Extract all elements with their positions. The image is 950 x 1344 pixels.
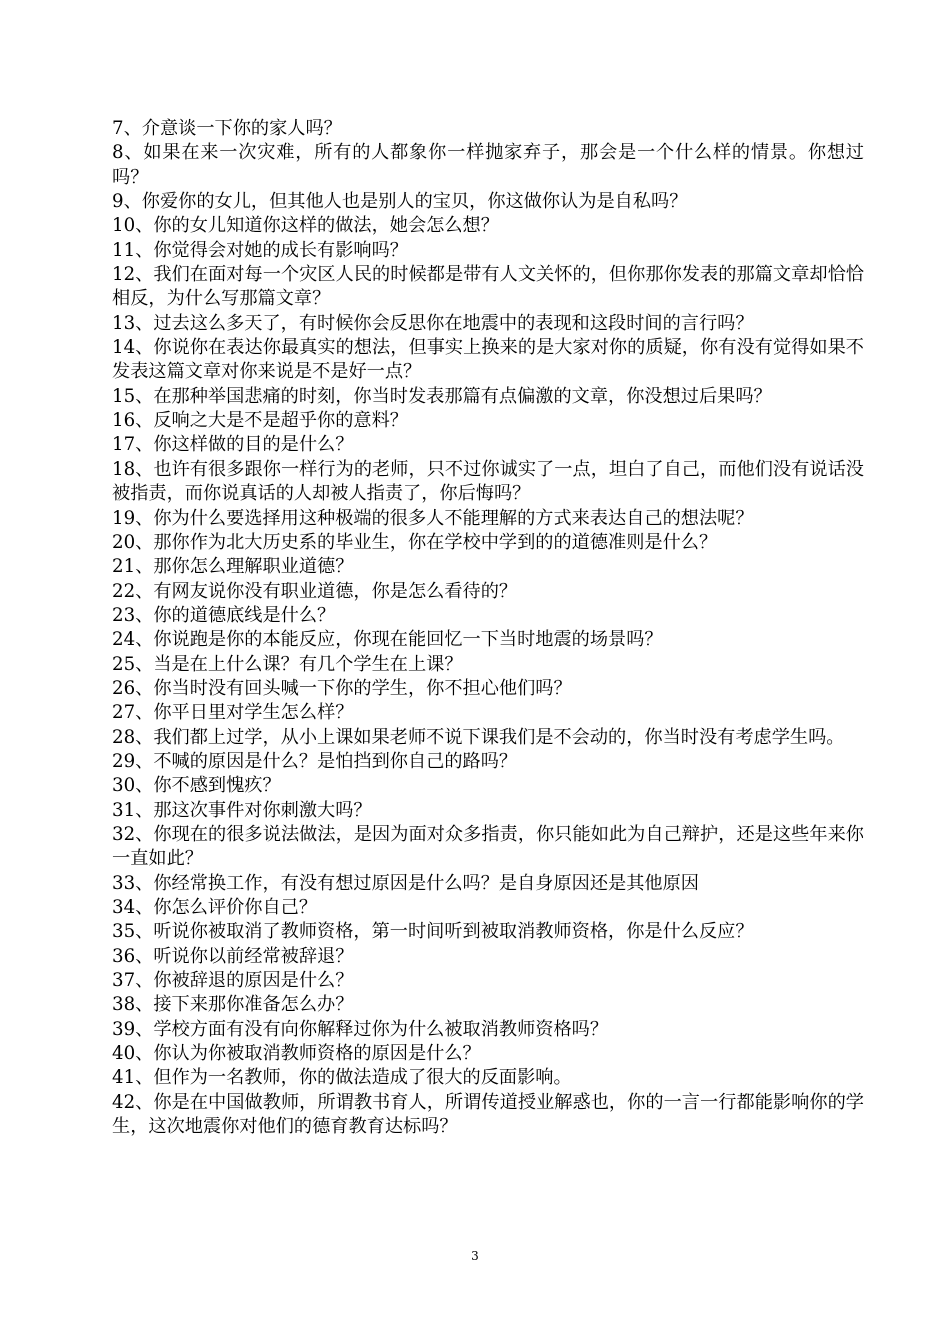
question-paragraph: 33、你经常换工作，有没有想过原因是什么吗？是自身原因还是其他原因	[112, 872, 699, 894]
question-paragraph: 35、听说你被取消了教师资格，第一时间听到被取消教师资格，你是什么反应？	[112, 921, 754, 943]
question-paragraph: 14、你说你在表达你最真实的想法，但事实上换来的是大家对你的质疑，你有没有觉得如果不发表这篇文章对你来说是不是好一点？	[112, 337, 864, 383]
question-paragraph: 16、反响之大是不是超乎你的意料？	[112, 410, 408, 432]
question-paragraph: 13、过去这么多天了，有时候你会反思你在地震中的表现和这段时间的言行吗？	[112, 312, 754, 334]
question-paragraph: 38、接下来那你准备怎么办？	[112, 994, 354, 1016]
question-paragraph: 22、有网友说你没有职业道德，你是怎么看待的？	[112, 580, 518, 602]
question-paragraph: 42、你是在中国做教师，所谓教书育人，所谓传道授业解惑也，你的一言一行都能影响你的学生，这次地震你对他们的德育教育达标吗？	[112, 1091, 864, 1138]
question-paragraph: 40、你认为你被取消教师资格的原因是什么？	[112, 1043, 481, 1065]
question-paragraph: 20、那你作为北大历史系的毕业生，你在学校中学到的的道德准则是什么？	[112, 531, 718, 553]
question-paragraph: 36、听说你以前经常被辞退？	[112, 945, 354, 967]
question-paragraph: 15、在那种举国悲痛的时刻，你当时发表那篇有点偏激的文章，你没想过后果吗？	[112, 385, 772, 407]
question-paragraph: 7、介意谈一下你的家人吗？	[112, 118, 342, 139]
question-paragraph: 11、你觉得会对她的成长有影响吗？	[112, 239, 408, 261]
question-paragraph: 24、你说跑是你的本能反应，你现在能回忆一下当时地震的场景吗？	[112, 629, 663, 651]
question-paragraph: 39、学校方面有没有向你解释过你为什么被取消教师资格吗？	[112, 1018, 609, 1040]
question-paragraph: 37、你被辞退的原因是什么？	[112, 970, 354, 992]
question-paragraph: 17、你这样做的目的是什么？	[112, 434, 354, 456]
question-list	[112, 117, 864, 1139]
question-paragraph: 27、你平日里对学生怎么样？	[112, 702, 354, 724]
question-paragraph: 25、当是在上什么课？有几个学生在上课？	[112, 653, 463, 675]
question-paragraph: 28、我们都上过学，从小上课如果老师不说下课我们是不会动的，你当时没有考虑学生吗。	[112, 726, 845, 748]
question-paragraph: 34、你怎么评价你自己？	[112, 897, 318, 918]
question-paragraph: 8、如果在来一次灾难，所有的人都象你一样抛家弃子，那会是一个什么样的情景。你想过吗？	[112, 142, 864, 188]
question-paragraph: 9、你爱你的女儿，但其他人也是别人的宝贝，你这做你认为是自私吗？	[112, 191, 688, 213]
question-paragraph: 26、你当时没有回头喊一下你的学生，你不担心他们吗？	[112, 677, 572, 699]
question-paragraph: 12、我们在面对每一个灾区人民的时候都是带有人文关怀的，但你那你发表的那篇文章却恰恰相反，为什么写那篇文章？	[112, 264, 864, 310]
question-paragraph: 10、你的女儿知道你这样的做法，她会怎么想？	[112, 215, 499, 237]
question-paragraph: 30、你不感到愧疚？	[112, 775, 281, 797]
question-paragraph: 32、你现在的很多说法做法，是因为面对众多指责，你只能如此为自己辩护，还是这些年来你一直如此？	[112, 823, 864, 870]
question-paragraph: 23、你的道德底线是什么？	[112, 604, 336, 626]
question-paragraph: 19、你为什么要选择用这种极端的很多人不能理解的方式来表达自己的想法呢？	[112, 507, 754, 529]
question-paragraph: 41、但作为一名教师，你的做法造成了很大的反面影响。	[112, 1067, 572, 1089]
question-paragraph: 31、那这次事件对你刺激大吗？	[112, 799, 372, 821]
question-paragraph: 29、不喊的原因是什么？是怕挡到你自己的路吗？	[112, 750, 518, 772]
page-number: 3	[471, 1249, 479, 1263]
question-paragraph: 21、那你怎么理解职业道德？	[112, 556, 354, 578]
question-paragraph: 18、也许有很多跟你一样行为的老师，只不过你诚实了一点，坦白了自己，而他们没有说话没被指责，而你说真话的人却被人指责了，你后悔吗？	[112, 458, 864, 505]
